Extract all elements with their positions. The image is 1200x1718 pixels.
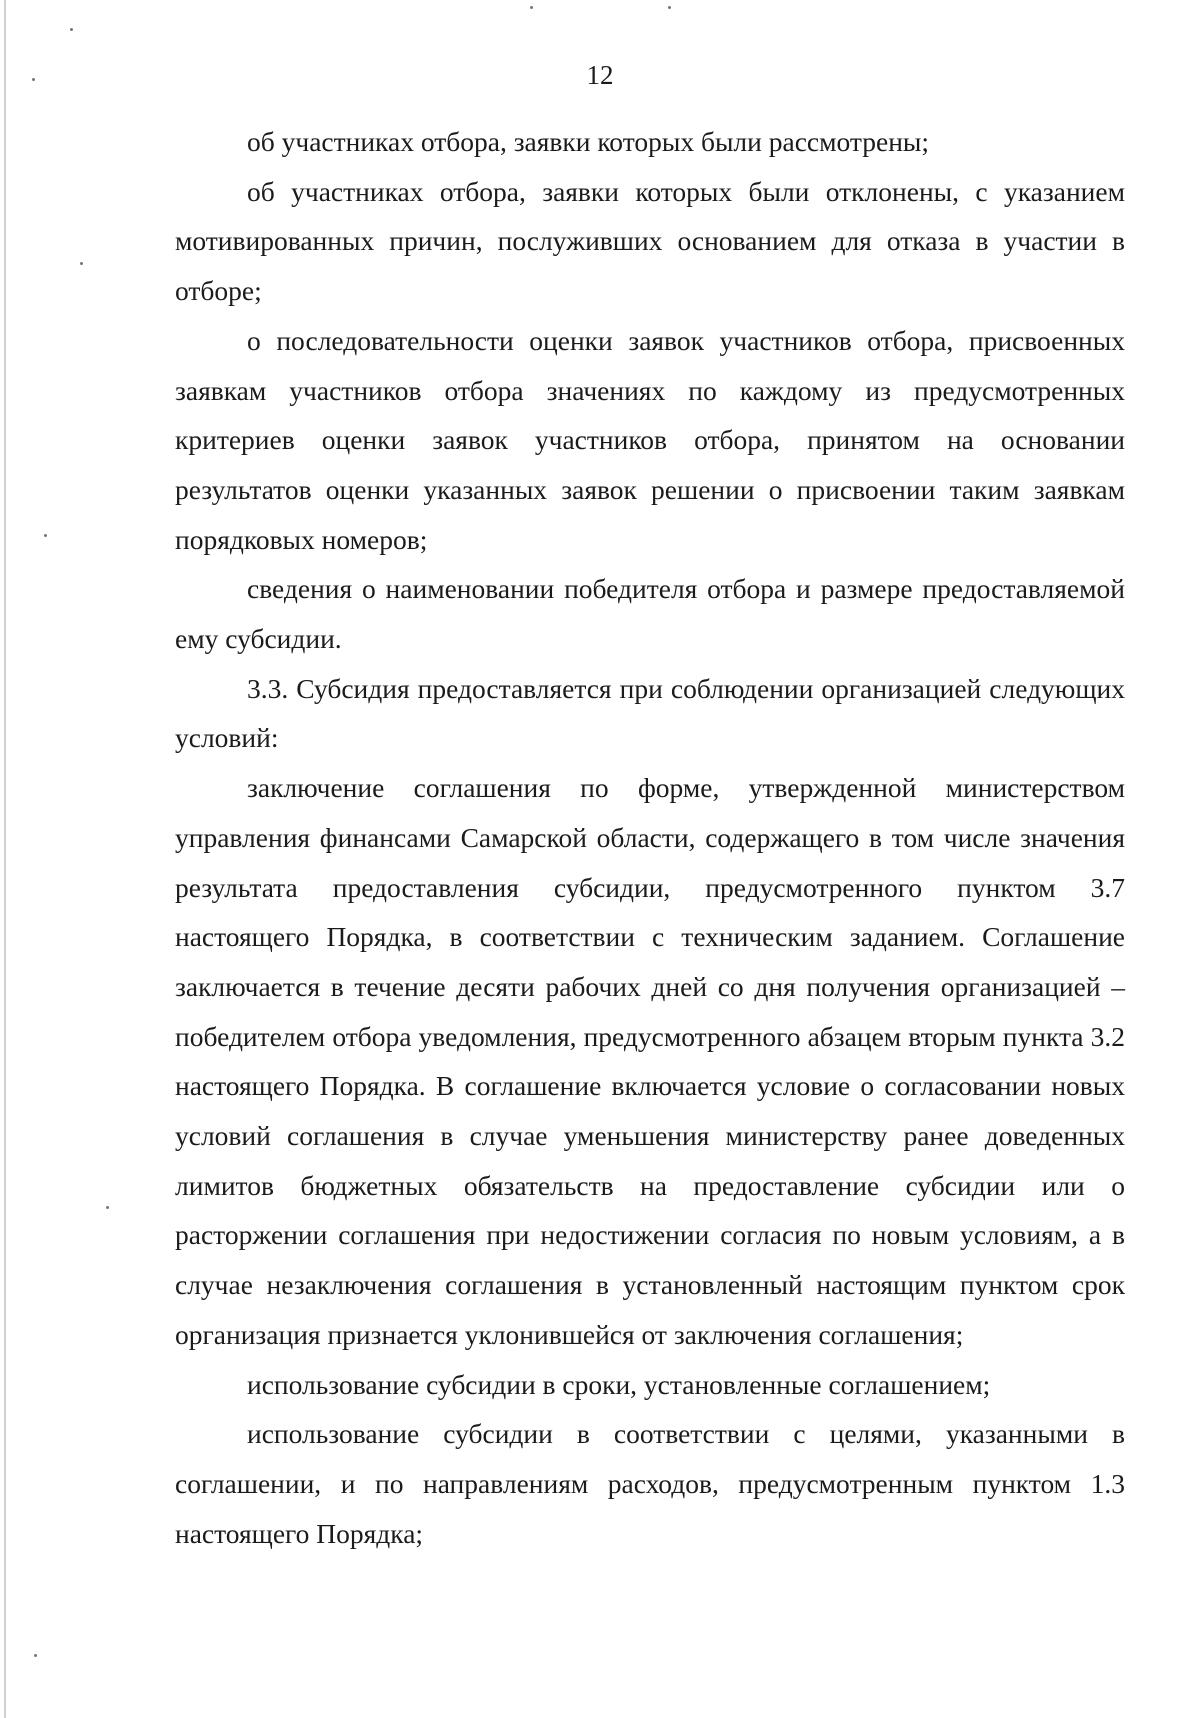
paragraph: сведения о наименовании победителя отбора и размере предоставляемой ему субсидии. bbox=[175, 573, 1125, 655]
scan-speck bbox=[70, 28, 73, 31]
scan-speck bbox=[106, 1206, 109, 1209]
paragraph: о последовательности оценки заявок участников отбора, присвоенных заявкам участников отбора значениях по каждому из предусмотренных критериев оценки заявок участников отбора, принятом на основании результатов оценки указанных заявок решении о присвоении таким заявкам порядковых номеров; bbox=[175, 324, 1125, 555]
scan-speck bbox=[80, 262, 83, 265]
document-body bbox=[175, 117, 1125, 1558]
paragraph: использование субсидии в сроки, установленные соглашением; bbox=[247, 1368, 991, 1400]
scan-speck bbox=[668, 6, 671, 9]
scan-speck bbox=[44, 534, 47, 537]
scan-edge-shadow bbox=[4, 0, 6, 1718]
paragraph: об участниках отбора, заявки которых были отклонены, с указанием мотивированных причин, послуживших основанием для отказа в участии в отборе; bbox=[175, 175, 1125, 307]
page-number: 12 bbox=[586, 60, 614, 90]
paragraph: заключение соглашения по форме, утвержденной министерством управления финансами Самарской области, содержащего в том числе значения результата предоставления субсидии, предусмотренного пунктом 3.7 настоящего Порядка, в соответствии с техническим заданием. Соглашение заключается в течение десяти рабочих дней со дня получения организацией – победителем отбора уведомления, предусмотренного абзацем вторым пункта 3.2 настоящего Порядка. В соглашение включается условие о согласовании новых условий соглашения в случае уменьшения министерству ранее доведенных лимитов бюджетных обязательств на предоставление субсидии или о расторжении соглашения при недостижении согласия по новым условиям, а в случае незаключения соглашения в установленный настоящим пунктом срок организация признается уклонившейся от заключения соглашения; bbox=[175, 772, 1125, 1350]
scan-speck bbox=[34, 1654, 37, 1657]
paragraph: 3.3. Субсидия предоставляется при соблюдении организацией следующих условий: bbox=[175, 672, 1125, 754]
scan-speck bbox=[530, 6, 533, 9]
paragraph: об участниках отбора, заявки которых были рассмотрены; bbox=[247, 126, 930, 157]
paragraph: использование субсидии в соответствии с целями, указанными в соглашении, и по направлениям расходов, предусмотренным пунктом 1.3 настоящего Порядка; bbox=[175, 1418, 1125, 1549]
